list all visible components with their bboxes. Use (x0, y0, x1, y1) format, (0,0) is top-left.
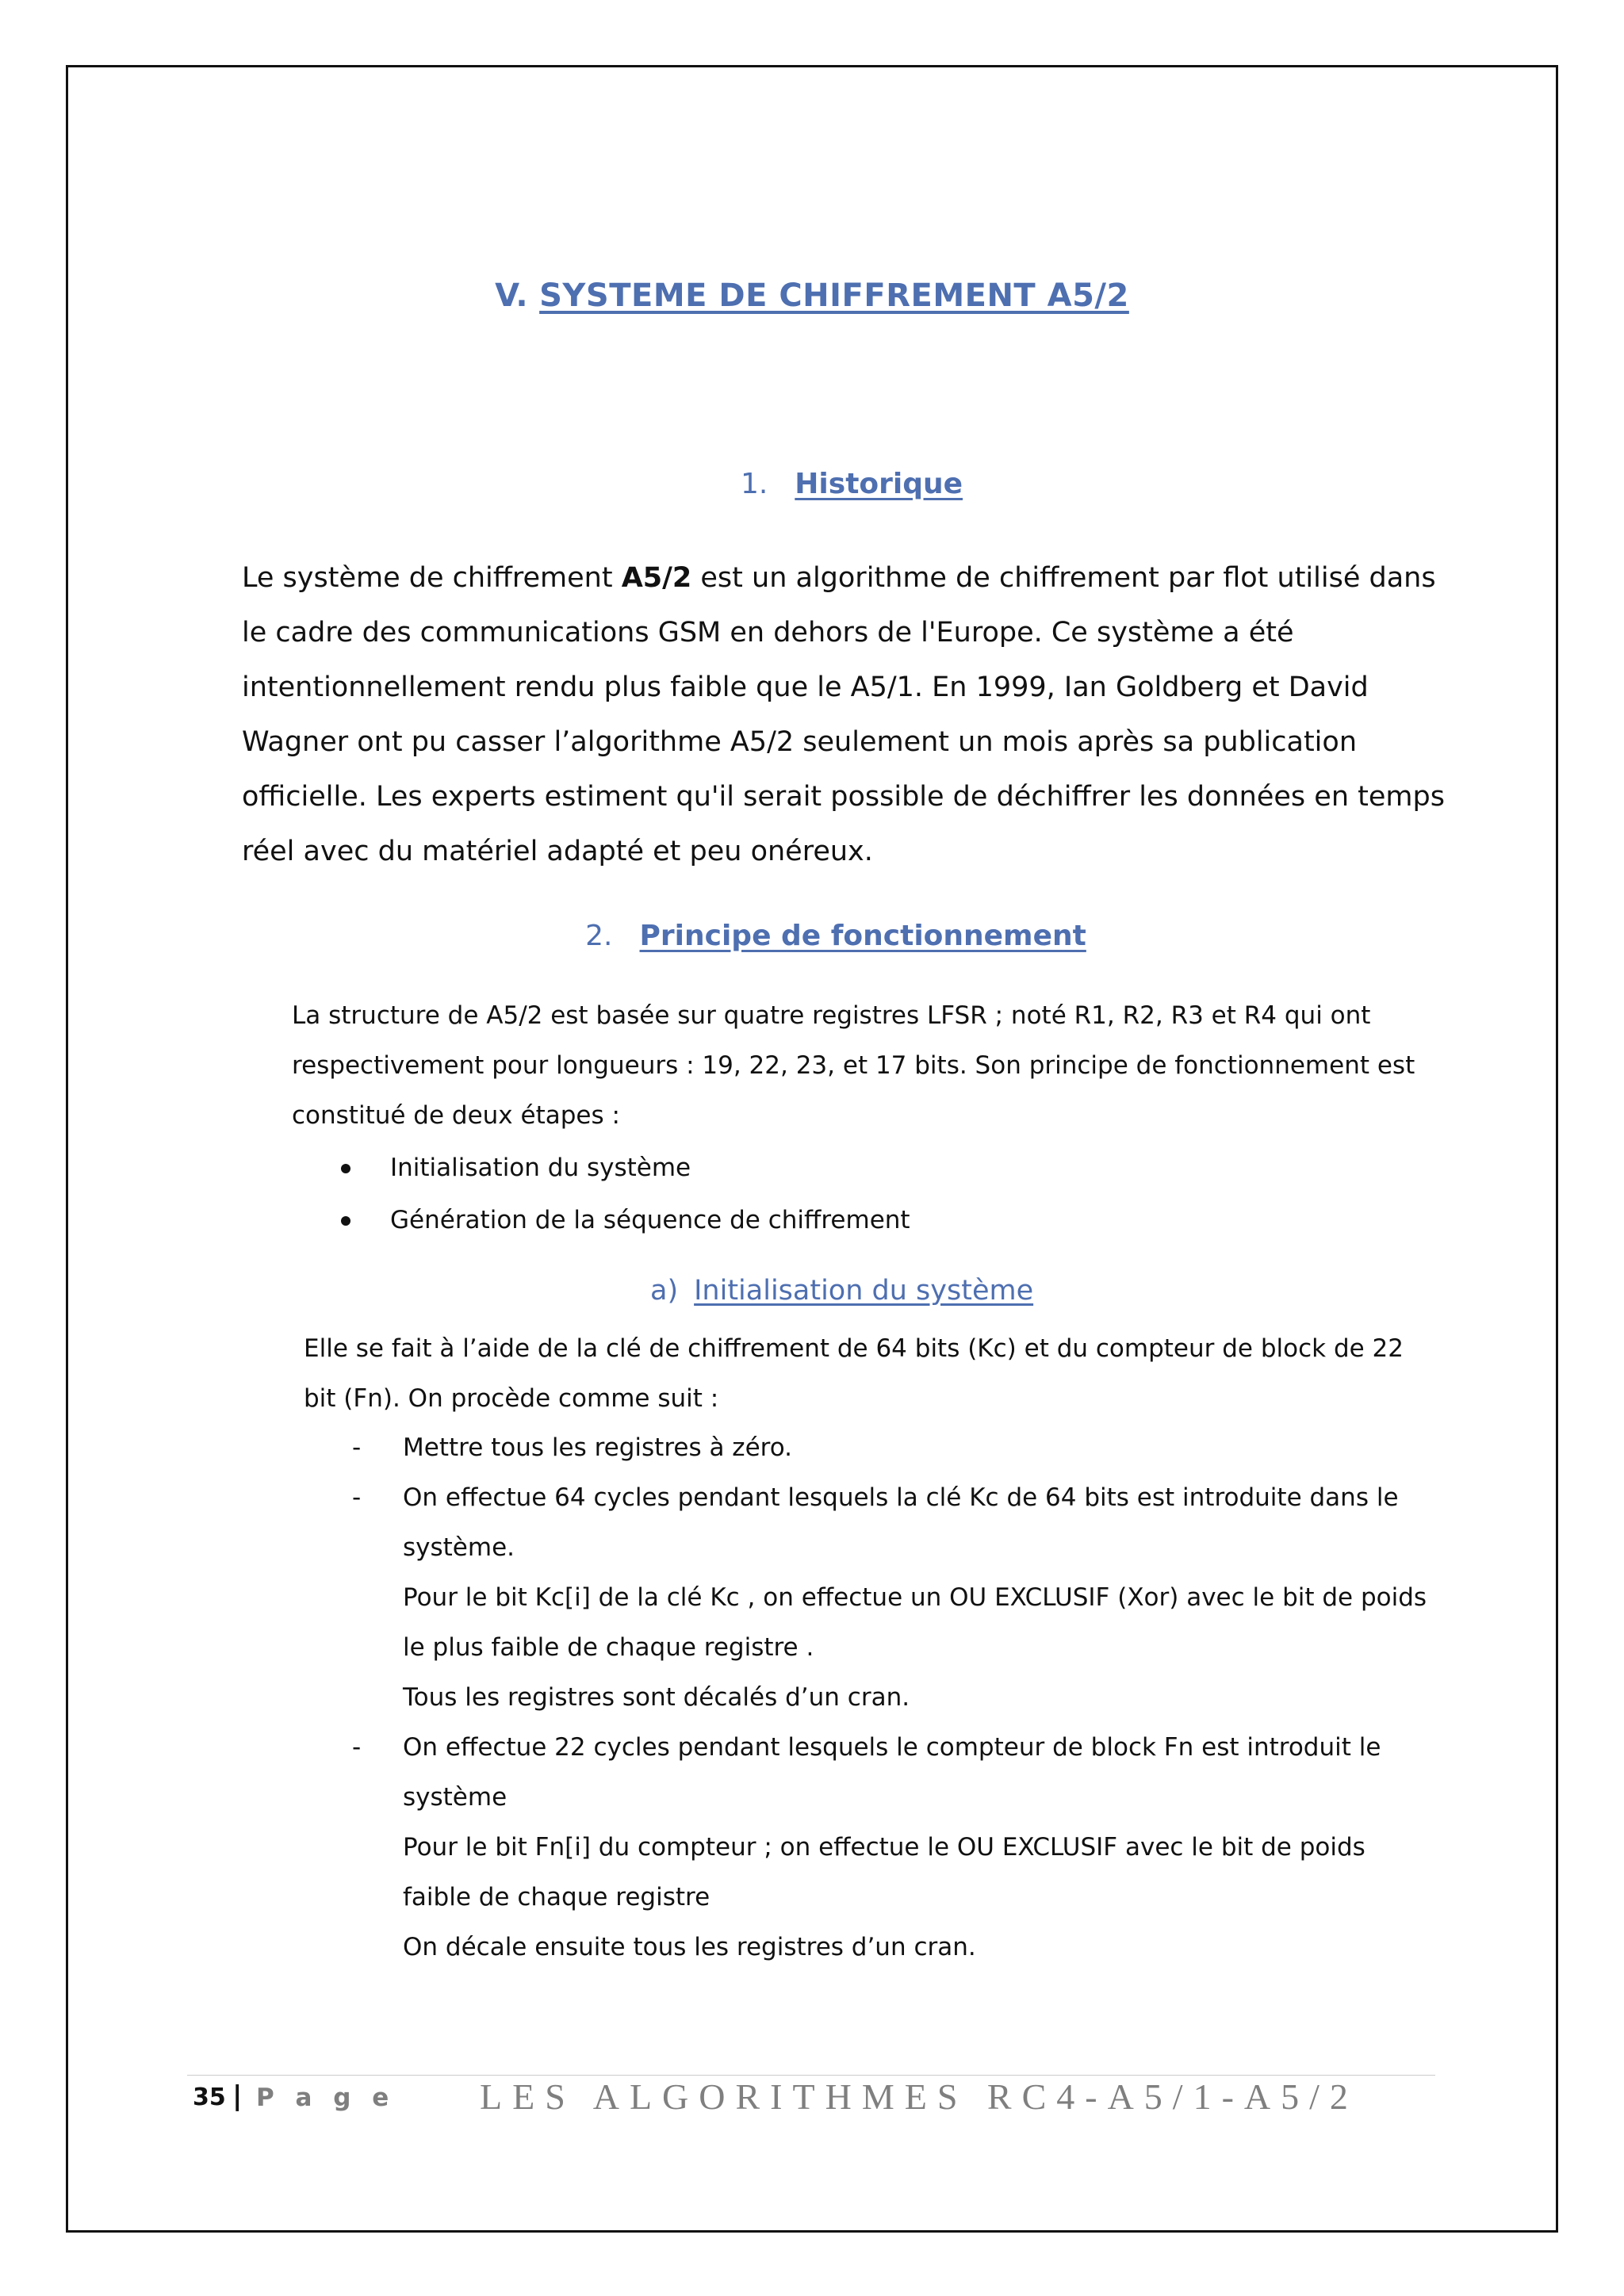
subsection-letter: a) (650, 1275, 679, 1307)
procedure-dash-list (349, 1423, 1427, 1973)
steps-bullet-list (333, 1142, 910, 1246)
subsection-title: Initialisation du système (694, 1275, 1034, 1307)
dash-item-text: - On effectue 22 cycles pendant lesquels le compteur de block Fn est introduit le système (403, 1733, 1381, 1812)
dash-item-text: - On effectue 64 cycles pendant lesquels la clé Kc de 64 bits est introduite dans le système. (403, 1483, 1399, 1562)
principe-paragraph: La structure de A5/2 est basée sur quatre registres LFSR ; noté R1, R2, R3 et R4 qui ont respectivement pour longueurs : 19, 22, 23, et 17 bits. Son principe de fonctionnement est constitué de deux étapes : (292, 1001, 1415, 1130)
bullet-item: Génération de la séquence de chiffrement (333, 1194, 910, 1246)
section-heading-principe (24, 920, 1624, 952)
dash-item-text: - Mettre tous les registres à zéro. (403, 1433, 792, 1462)
section-heading-historique (40, 468, 1624, 500)
section-number: 2. (585, 920, 613, 952)
dash-item (349, 1473, 1427, 1723)
section-title: Historique (795, 468, 963, 500)
paragraph-bold-term: A5/2 (621, 562, 692, 594)
main-title-text: SYSTEME DE CHIFFREMENT A5/2 (539, 277, 1129, 314)
page-number: 35 (193, 2084, 226, 2111)
dash-item-text: Pour le bit Kc[i] de la clé Kc , on effectue un OU EXCLUSIF (Xor) avec le bit de poids le plus faible de chaque registre . (403, 1583, 1427, 1662)
subsection-heading-initialisation (650, 1275, 1033, 1307)
dash-item-text: Tous les registres sont décalés d’un cran. (403, 1683, 910, 1712)
dash-item (349, 1723, 1427, 1973)
main-title (0, 277, 1624, 314)
footer-title: LES ALGORITHMES RC4-A5/1-A5/2 (480, 2076, 1358, 2117)
bullet-item: Initialisation du système (333, 1142, 910, 1194)
dash-item (349, 1423, 1427, 1473)
dash-item-text: Pour le bit Fn[i] du compteur ; on effectue le OU EXCLUSIF avec le bit de poids faible de chaque registre (403, 1833, 1365, 1911)
dash-item-text: On décale ensuite tous les registres d’un cran. (403, 1933, 976, 1961)
page-number-separator: | (232, 2080, 243, 2112)
page-label: P a g e (256, 2084, 396, 2112)
paragraph-text: Le système de chiffrement (242, 562, 622, 594)
main-title-number: V. (495, 277, 529, 314)
paragraph-text: est un algorithme de chiffrement par flot utilisé dans le cadre des communications GSM en dehors de l'Europe. Ce système a été intentionnellement rendu plus faible que le A5/1. En 1999, Ian Goldberg et David Wagner ont pu casser l’algorithme A5/2 seulement un mois après sa publication officielle. Les experts estiment qu'il serait possible de déchiffrer les données en temps réel avec du matériel adapté et peu onéreux. (242, 562, 1445, 867)
historique-paragraph (242, 551, 1447, 879)
section-title: Principe de fonctionnement (639, 920, 1086, 952)
section-number: 1. (740, 468, 768, 500)
initialisation-paragraph: Elle se fait à l’aide de la clé de chiffrement de 64 bits (Kc) et du compteur de block de 22 bit (Fn). On procède comme suit : (304, 1334, 1404, 1413)
